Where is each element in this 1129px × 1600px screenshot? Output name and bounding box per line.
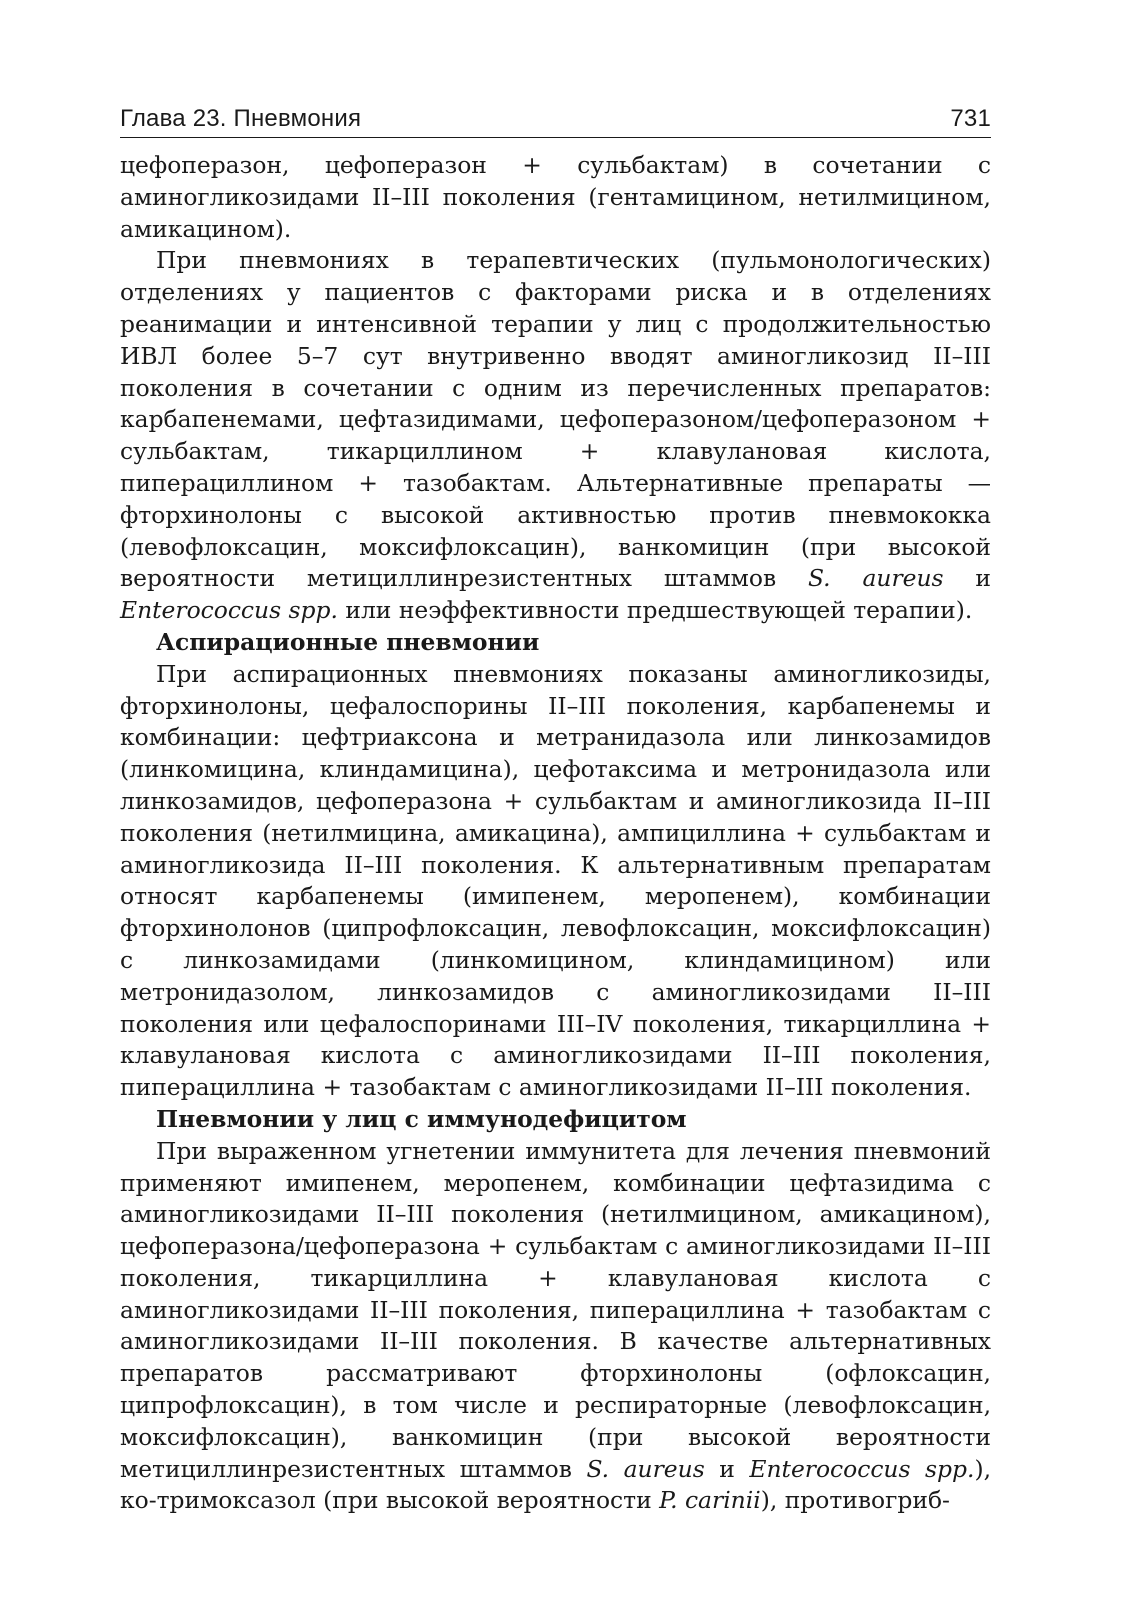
text-run: или неэффективности предшествующей терапии). bbox=[337, 596, 973, 625]
body-text bbox=[120, 150, 991, 1517]
organism-name: S. aureus bbox=[586, 1454, 705, 1483]
text-run: При выраженном угнетении иммунитета для лечения пневмоний применяют имипенем, меропенем, комбинации цефтазидима с аминогликозидами II–III поколения (нетилмицином, амикацином), цефоперазона/цефоперазона + сульбактам с аминогликозидами II–III поколения, тикарциллина + клавулановая кислота с аминогликозидами II–III поколения, пиперациллина + тазобактам с аминогликозидами II–III поколения. В качестве альтернативных препаратов рассматривают фторхинолоны (офлоксацин, ципрофлоксацин), в том числе и респираторные (левофлоксацин, моксифлоксацин), ванкомицин (при высокой вероятности метициллинрезистентных штаммов bbox=[120, 1136, 991, 1483]
text-run: и bbox=[943, 564, 991, 593]
text-run: При пневмониях в терапевтических (пульмонологических) отделениях у пациентов с факторами риска и в отделениях реанимации и интенсивной терапии у лиц с продолжительностью ИВЛ более 5–7 сут внутривенно вводят аминогликозид II–III поколения в сочетании с одним из перечисленных препаратов: карбапенемами, цефтазидимами, цефоперазоном/цефоперазоном + сульбактам, тикарциллином + клавулановая кислота, пиперациллином + тазобактам. Альтернативные препараты — фторхинолоны с высокой активностью против пневмококка (левофлоксацин, моксифлоксацин), ванкомицин (при высокой вероятности метициллинрезистентных штаммов bbox=[120, 246, 991, 593]
chapter-title: Глава 23. Пневмония bbox=[120, 105, 362, 132]
text-run: ), противогриб- bbox=[760, 1486, 950, 1515]
text-run: и bbox=[704, 1454, 750, 1483]
section-heading-aspiration: Аспирационные пневмонии bbox=[156, 627, 540, 656]
book-page bbox=[120, 104, 991, 1517]
running-head bbox=[120, 104, 991, 138]
organism-name: Enterococcus spp. bbox=[749, 1454, 975, 1483]
organism-name: S. aureus bbox=[807, 564, 944, 593]
section-heading-immunodeficiency: Пневмонии у лиц с иммунодефицитом bbox=[156, 1104, 687, 1133]
paragraph-immunodeficiency bbox=[120, 1136, 991, 1518]
text-run: ), ко-тримоксазол (при высокой вероятности bbox=[120, 1454, 991, 1515]
paragraph-therapeutic-departments bbox=[120, 245, 991, 627]
organism-name: Enterococcus spp. bbox=[120, 596, 338, 625]
page-number: 731 bbox=[950, 105, 991, 132]
paragraph-continuation: цефоперазон, цефоперазон + сульбактам) в сочетании с аминогликозидами II–III поколения (гентамицином, нетилмицином, амикацином). bbox=[120, 151, 991, 243]
organism-name: P. carinii bbox=[659, 1486, 761, 1515]
paragraph-aspiration: При аспирационных пневмониях показаны аминогликозиды, фторхинолоны, цефалоспорины II–III поколения, карбапенемы и комбинации: цефтриаксона и метранидазола или линкозамидов (линкомицина, клиндамицина), цефотаксима и метронидазола или линкозамидов, цефоперазона + сульбактам и аминогликозида II–III поколения (нетилмицина, амикацина), ампициллина + сульбактам и аминогликозида II–III поколения. К альтернативным препаратам относят карбапенемы (имипенем, меропенем), комбинации фторхинолонов (ципрофлоксацин, левофлоксацин, моксифлоксацин) с линкозамидами (линкомицином, клиндамицином) или метронидазолом, линкозамидов с аминогликозидами II–III поколения или цефалоспоринами III–IV поколения, тикарциллина + клавулановая кислота с аминогликозидами II–III поколения, пиперациллина + тазобактам с аминогликозидами II–III поколения. bbox=[120, 659, 991, 1102]
